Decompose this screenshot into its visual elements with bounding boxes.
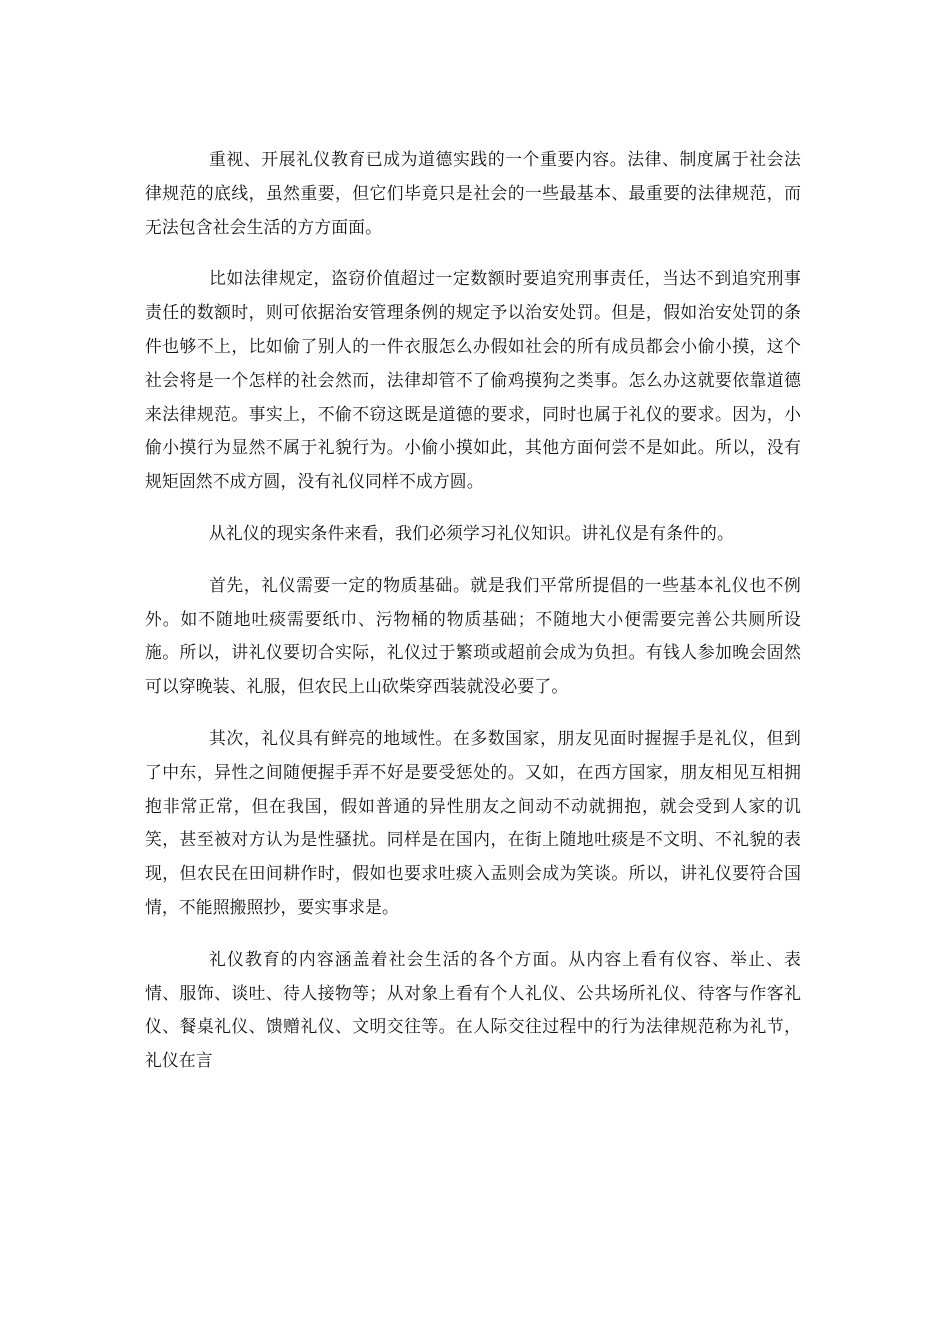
paragraph-1: 重视、开展礼仪教育已成为道德实践的一个重要内容。法律、制度属于社会法律规范的底线，虽然重要，但它们毕竟只是社会的一些最基本、最重要的法律规范，而无法包含社会生活的方方面面。 [145, 149, 801, 237]
paragraph-3: 从礼仪的现实条件来看，我们必须学习礼仪知识。讲礼仪是有条件的。 [209, 522, 734, 543]
document-body [145, 143, 801, 1096]
paragraph-5: 其次，礼仪具有鲜亮的地域性。在多数国家，朋友见面时握握手是礼仪，但到了中东，异性之间随便握手弄不好是要受惩处的。又如，在西方国家，朋友相见互相拥抱非常正常，但在我国，假如普通的异性朋友之间动不动就拥抱，就会受到人家的讥笑，甚至被对方认为是性骚扰。同样是在国内，在街上随地吐痰是不文明、不礼貌的表现，但农民在田间耕作时，假如也要求吐痰入盂则会成为笑谈。所以，讲礼仪要符合国情，不能照搬照抄，要实事求是。 [145, 727, 801, 917]
paragraph-4: 首先，礼仪需要一定的物质基础。就是我们平常所提倡的一些基本礼仪也不例外。如不随地吐痰需要纸巾、污物桶的物质基础；不随地大小便需要完善公共厕所设施。所以，讲礼仪要切合实际，礼仪过于繁琐或超前会成为负担。有钱人参加晚会固然可以穿晚装、礼服，但农民上山砍柴穿西装就没必要了。 [145, 574, 801, 697]
paragraph-6: 礼仪教育的内容涵盖着社会生活的各个方面。从内容上看有仪容、举止、表情、服饰、谈吐、待人接物等；从对象上看有个人礼仪、公共场所礼仪、待客与作客礼仪、餐桌礼仪、馈赠礼仪、文明交往等。在人际交往过程中的行为法律规范称为礼节，礼仪在言 [145, 948, 801, 1071]
paragraph-2: 比如法律规定，盗窃价值超过一定数额时要追究刑事责任，当达不到追究刑事责任的数额时，则可依据治安管理条例的规定予以治安处罚。但是，假如治安处罚的条件也够不上，比如偷了别人的一件衣服怎么办假如社会的所有成员都会小偷小摸，这个社会将是一个怎样的社会然而，法律却管不了偷鸡摸狗之类事。怎么办这就要依靠道德来法律规范。事实上，不偷不窃这既是道德的要求，同时也属于礼仪的要求。因为，小偷小摸行为显然不属于礼貌行为。小偷小摸如此，其他方面何尝不是如此。所以，没有规矩固然不成方圆，没有礼仪同样不成方圆。 [145, 268, 801, 492]
